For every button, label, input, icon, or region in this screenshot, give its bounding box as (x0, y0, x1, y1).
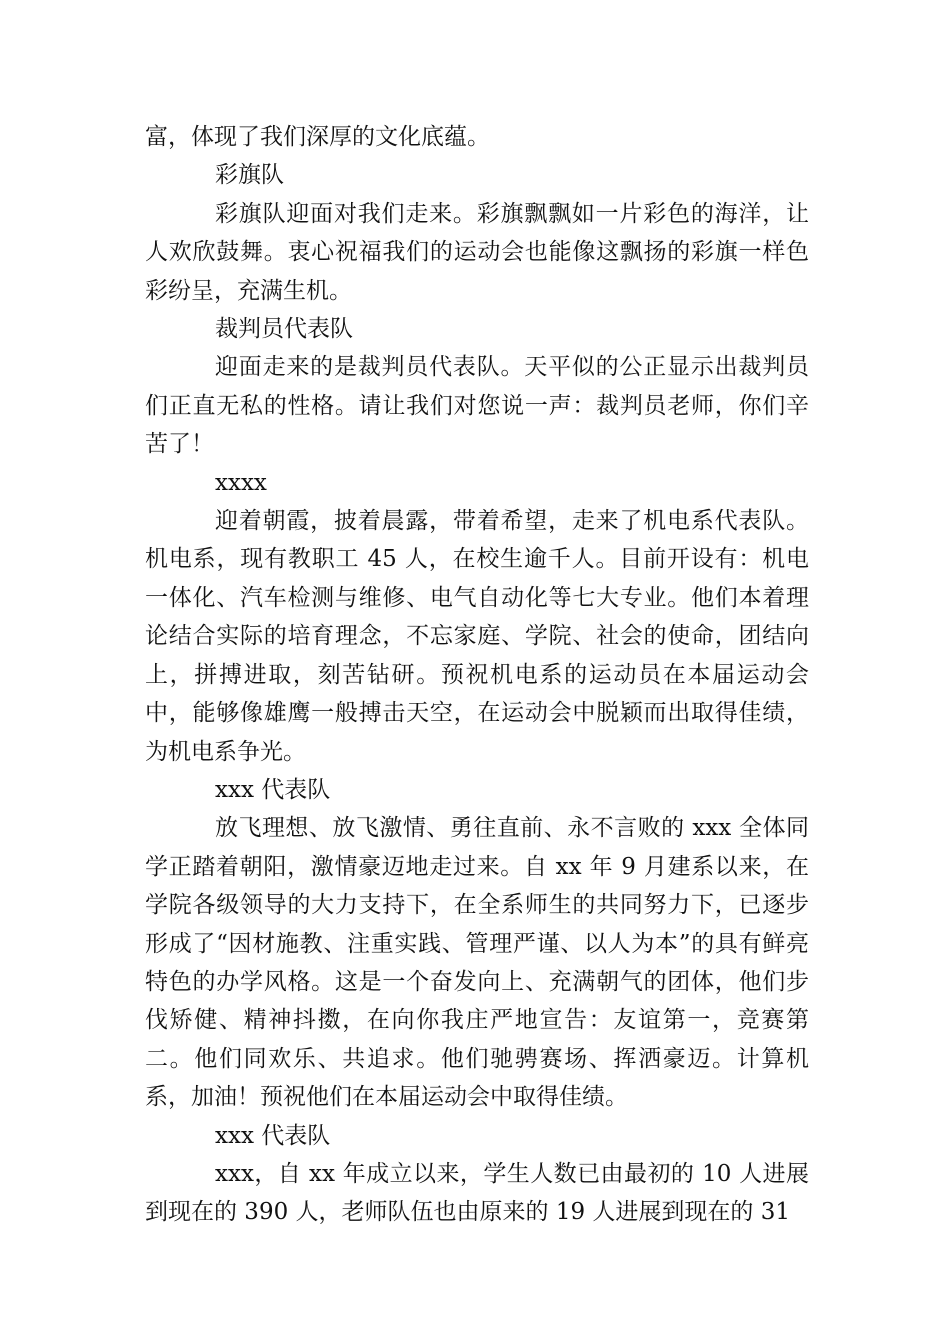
document-body (145, 118, 809, 1232)
heading-xxxx: xxxx (215, 469, 267, 496)
heading-xxx-team-2: xxx 代表队 (215, 1122, 331, 1149)
heading-flag-team: 彩旗队 (215, 162, 284, 189)
paragraph-referee-team: 迎面走来的是裁判员代表队。天平似的公正显示出裁判员们正直无私的性格。请让我们对您说一声：裁判员老师，你们辛苦了！ (145, 354, 809, 458)
paragraph-xxx-team-2: xxx，自 xx 年成立以来，学生人数已由最初的 10 人进展到现在的 390 人，老师队伍也由原来的 19 人进展到现在的 31 (145, 1160, 809, 1226)
heading-xxx-team-1: xxx 代表队 (215, 776, 331, 803)
paragraph-electromechanical-team: 迎着朝霞，披着晨露，带着希望，走来了机电系代表队。机电系，现有教职工 45 人，在校生逾千人。目前开设有：机电一体化、汽车检测与维修、电气自动化等七大专业。他们本着理论结合实际的培育理念，不忘家庭、学院、社会的使命，团结向上，拼搏进取，刻苦钻研。预祝机电系的运动员在本届运动会中，能够像雄鹰一般搏击天空，在运动会中脱颖而出取得佳绩，为机电系争光。 (145, 508, 809, 765)
paragraph-continuation: 富，体现了我们深厚的文化底蕴。 (145, 124, 490, 150)
paragraph-xxx-team-1: 放飞理想、放飞激情、勇往直前、永不言败的 xxx 全体同学正踏着朝阳，激情豪迈地走过来。自 xx 年 9 月建系以来，在学院各级领导的大力支持下，在全系师生的共同努力下，已逐步形成了“因材施教、注重实践、管理严谨、以人为本”的具有鲜亮特色的办学风格。这是一个奋发向上、充满朝气的团体，他们步伐矫健、精神抖擞，在向你我庄严地宣告：友谊第一，竞赛第二。他们同欢乐、共追求。他们驰骋赛场、挥洒豪迈。计算机系，加油！预祝他们在本届运动会中取得佳绩。 (145, 815, 809, 1111)
heading-referee-team: 裁判员代表队 (215, 316, 353, 343)
paragraph-flag-team: 彩旗队迎面对我们走来。彩旗飘飘如一片彩色的海洋，让人欢欣鼓舞。衷心祝福我们的运动会也能像这飘扬的彩旗一样色彩纷呈，充满生机。 (145, 200, 809, 304)
